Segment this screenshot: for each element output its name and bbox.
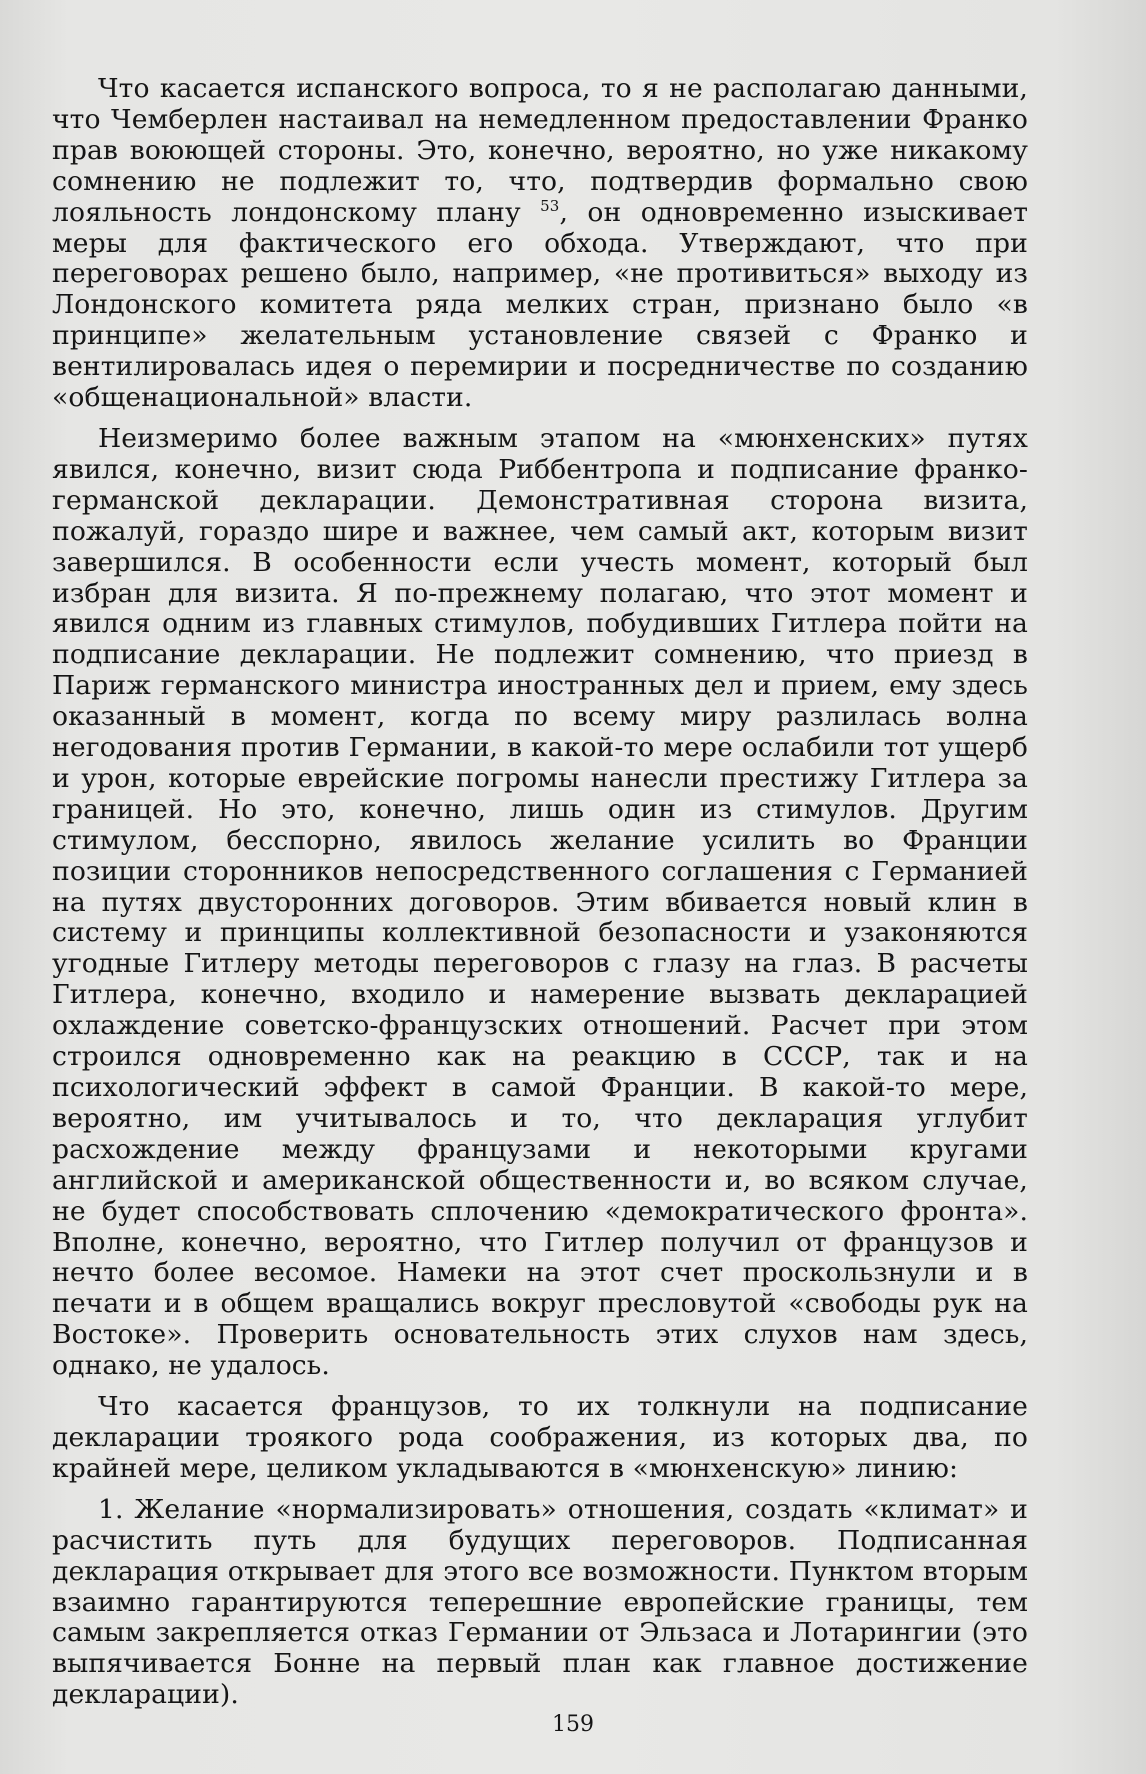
paragraph-text: , он одновременно изыскивает меры для фактического его обхода. Утверждают, что при переговорах решено было, например, «не противиться» выходу из Лондонского комитета ряда мелких стран, признано было «в принципе» желательным установление связей с Франко и вентилировалась идея о перемирии и посредничестве по созданию «общенациональной» власти. (52, 196, 1028, 414)
footnote-reference[interactable]: 53 (540, 196, 560, 215)
paragraph-french-motives: Что касается французов, то их толкнули на подписание декларации троякого рода соображения, из которых два, по крайней мере, целиком укладываются в «мюнхенскую» линию: (52, 1391, 1028, 1484)
paragraph-ribbentrop-visit: Неизмеримо более важным этапом на «мюнхенских» путях явился, конечно, визит сюда Риббентропа и подписание франко-германской декларации. Демонстративная сторона визита, пожалуй, гораздо шире и важнее, чем самый акт, которым визит завершился. В особенности если учесть момент, который был избран для визита. Я по-прежнему полагаю, что этот момент и явился одним из главных стимулов, побудивших Гитлера пойти на подписание декларации. Не подлежит сомнению, что приезд в Париж германского министра иностранных дел и прием, ему здесь оказанный в момент, когда по всему миру разлилась волна негодования против Германии, в какой-то мере ослабили тот ущерб и урон, которые еврейские погромы нанесли престижу Гитлера за границей. Но это, конечно, лишь один из стимулов. Другим стимулом, бесспорно, явилось желание усилить во Франции позиции сторонников непосредственного соглашения с Германией на путях двусторонних договоров. Этим вбивается новый клин в систему и принципы коллективной безопасности и узаконяются угодные Гитлеру методы переговоров с глазу на глаз. В расчеты Гитлера, конечно, входило и намерение вызвать декларацией охлаждение советско-французских отношений. Расчет при этом строился одновременно как на реакцию в СССР, так и на психологический эффект в самой Франции. В какой-то мере, вероятно, им учитывалось и то, что декларация углубит расхождение между французами и некоторыми кругами английской и американской общественности и, во всяком случае, не будет способствовать сплочению «демократического фронта». Вполне, конечно, вероятно, что Гитлер получил от французов и нечто более весомое. Намеки на этот счет проскользнули и в печати и в общем вращались вокруг пресловутой «свободы рук на Востоке». Проверить основательность этих слухов нам здесь, однако, не удалось. (52, 422, 1028, 1382)
paragraph-text: Что касается испанского вопроса, то я не располагаю данными, что Чемберлен настаивал на немедленном предоставлении Франко прав воюющей стороны. Это, конечно, вероятно, но уже никакому сомнению не подлежит то, что, подтвердив формально свою лояльность лондонскому плану (52, 73, 1028, 228)
paragraph-spanish-question (52, 74, 1028, 414)
paragraph-point-one: 1. Желание «нормализировать» отношения, создать «климат» и расчистить путь для будущих переговоров. Подписанная декларация открывает для этого все возможности. Пунктом вторым взаимно гарантируются теперешние европейские границы, тем самым закрепляется отказ Германии от Эльзаса и Лотарингии (это выпячивается Бонне на первый план как главное достижение декларации). (52, 1493, 1028, 1711)
body-text (52, 74, 1028, 1711)
page-number: 159 (552, 1712, 594, 1737)
